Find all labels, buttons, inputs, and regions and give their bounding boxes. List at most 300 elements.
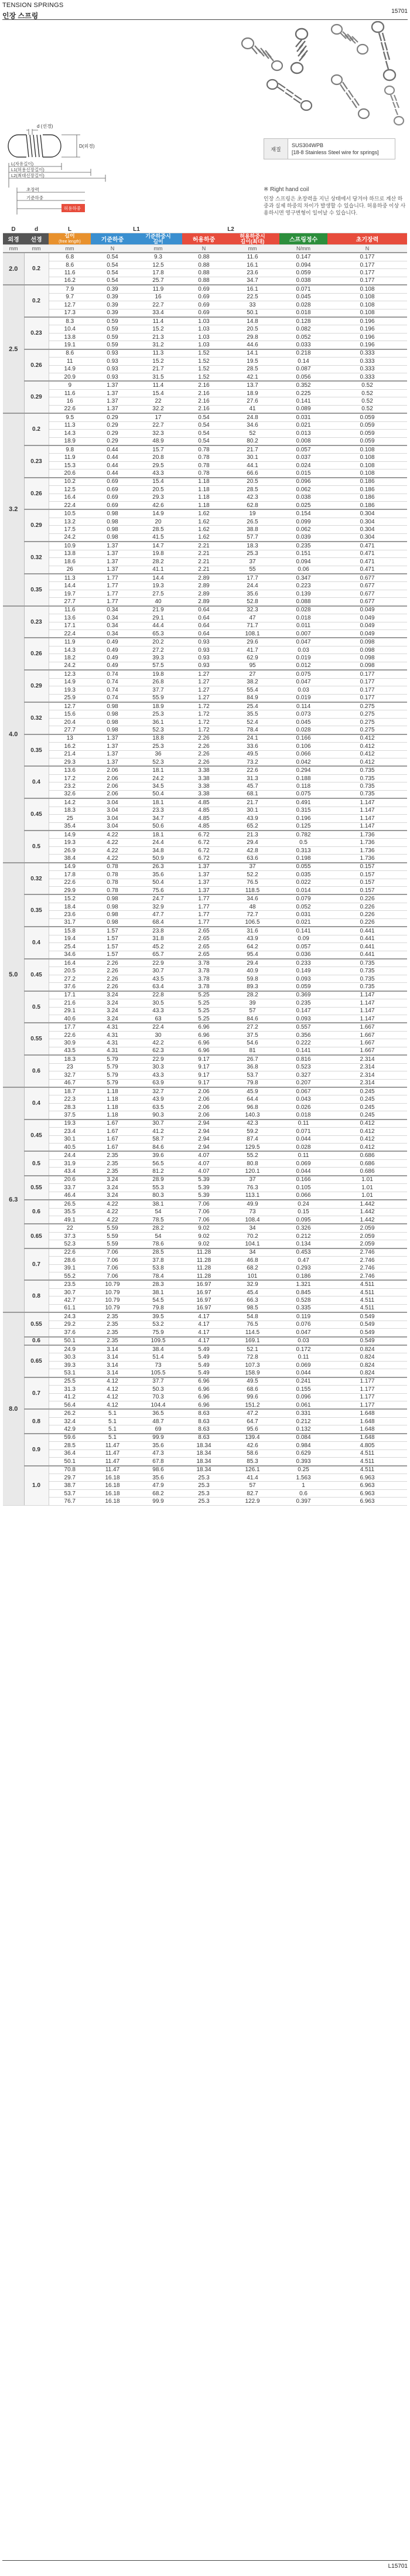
initial-tension-cell: 0.275 — [327, 702, 407, 710]
base-load-length-cell: 104.4 — [134, 1401, 182, 1410]
table-row — [3, 333, 407, 341]
base-load-cell: 4.22 — [91, 1200, 134, 1208]
wire-diameter-cell: 0.6 — [24, 1200, 49, 1224]
initial-tension-cell: 0.049 — [327, 606, 407, 614]
allow-load-cell: 4.07 — [182, 1168, 226, 1176]
spring-rate-cell: 0.326 — [279, 1224, 327, 1232]
base-load-length-cell: 63.4 — [134, 983, 182, 991]
free-length-cell: 13.8 — [49, 550, 91, 557]
wire-diameter-cell: 0.2 — [24, 413, 49, 445]
allow-load-cell: 25.3 — [182, 1482, 226, 1489]
base-load-length-cell: 50.4 — [134, 790, 182, 798]
table-row — [3, 1248, 407, 1257]
allow-load-length-cell: 81 — [226, 1047, 279, 1055]
free-length-cell: 19.7 — [49, 590, 91, 597]
spring-rate-cell: 0.172 — [279, 1345, 327, 1353]
allow-load-cell: 6.72 — [182, 846, 226, 854]
allow-load-cell: 0.88 — [182, 253, 226, 261]
initial-tension-cell: 6.963 — [327, 1489, 407, 1497]
allow-load-cell: 1.77 — [182, 918, 226, 927]
initial-tension-cell: 0.177 — [327, 269, 407, 277]
table-row — [3, 533, 407, 542]
base-load-length-cell: 44.4 — [134, 622, 182, 629]
free-length-cell: 14.9 — [49, 863, 91, 871]
base-load-length-cell: 52.3 — [134, 758, 182, 767]
base-load-length-cell: 14.4 — [134, 574, 182, 582]
base-load-length-cell: 14.7 — [134, 542, 182, 550]
allow-load-length-cell: 37 — [226, 558, 279, 566]
initial-tension-cell: 0.412 — [327, 1119, 407, 1128]
initial-tension-cell: 0.186 — [327, 486, 407, 494]
wire-diameter-cell: 0.4 — [24, 927, 49, 959]
table-row — [3, 918, 407, 927]
allow-load-length-cell: 22.5 — [226, 293, 279, 301]
outer-diameter-cell: 8.0 — [3, 1312, 24, 1505]
initial-tension-cell: 1.667 — [327, 1031, 407, 1039]
free-length-cell: 52.3 — [49, 1240, 91, 1248]
base-load-cell: 0.39 — [91, 293, 134, 301]
table-row — [3, 373, 407, 382]
initial-tension-cell: 6.963 — [327, 1482, 407, 1489]
initial-tension-cell: 0.226 — [327, 911, 407, 918]
table-row — [3, 839, 407, 846]
initial-tension-cell: 0.226 — [327, 903, 407, 910]
allow-load-cell: 6.72 — [182, 855, 226, 863]
allow-load-length-cell: 95.6 — [226, 1425, 279, 1434]
initial-tension-cell: 0.412 — [327, 758, 407, 767]
base-load-length-cell: 11.4 — [134, 317, 182, 325]
allow-load-length-cell: 64.7 — [226, 1417, 279, 1425]
allow-load-length-cell: 13.7 — [226, 381, 279, 389]
base-load-cell: 1.67 — [91, 1135, 134, 1143]
base-load-cell: 0.44 — [91, 461, 134, 469]
unit-allow-load: N — [182, 245, 226, 253]
free-length-cell: 16 — [49, 397, 91, 405]
table-row — [3, 413, 407, 421]
initial-tension-cell: 0.471 — [327, 558, 407, 566]
allow-load-cell: 8.63 — [182, 1409, 226, 1417]
allow-load-cell: 6.96 — [182, 1039, 226, 1047]
free-length-cell: 9.8 — [49, 445, 91, 454]
free-length-cell: 18.4 — [49, 903, 91, 910]
base-load-cell: 4.12 — [91, 1386, 134, 1393]
wire-diameter-cell: 0.8 — [24, 1409, 49, 1433]
table-row — [3, 1288, 407, 1296]
allow-load-cell: 5.49 — [182, 1369, 226, 1377]
spring-rate-cell: 0.061 — [279, 1401, 327, 1410]
initial-tension-cell: 4.511 — [327, 1458, 407, 1466]
spring-rate-cell: 0.036 — [279, 951, 327, 959]
allow-load-cell: 4.85 — [182, 798, 226, 807]
spring-rate-cell: 0.069 — [279, 1361, 327, 1369]
initial-tension-cell: 0.471 — [327, 566, 407, 574]
initial-tension-cell: 0.059 — [327, 437, 407, 445]
free-length-cell: 14.4 — [49, 582, 91, 590]
free-length-cell: 9.5 — [49, 413, 91, 421]
initial-tension-cell: 1.01 — [327, 1184, 407, 1192]
free-length-cell: 13.6 — [49, 614, 91, 622]
table-row — [3, 445, 407, 454]
table-row — [3, 991, 407, 999]
free-length-cell: 11 — [49, 358, 91, 365]
spring-rate-cell: 0.523 — [279, 1063, 327, 1071]
spring-rate-cell: 0.076 — [279, 1321, 327, 1328]
free-length-cell: 32.4 — [49, 1417, 91, 1425]
spring-rate-cell: 0.03 — [279, 686, 327, 694]
initial-tension-cell: 1.177 — [327, 1386, 407, 1393]
allow-load-cell: 0.64 — [182, 622, 226, 629]
spring-rate-cell: 0.782 — [279, 831, 327, 839]
table-row — [3, 911, 407, 918]
table-row — [3, 558, 407, 566]
free-length-cell: 22.4 — [49, 502, 91, 510]
free-length-cell: 49.1 — [49, 1216, 91, 1224]
base-load-cell: 0.98 — [91, 533, 134, 542]
base-load-length-cell: 17.8 — [134, 269, 182, 277]
initial-tension-cell: 0.049 — [327, 622, 407, 629]
initial-tension-cell: 4.511 — [327, 1280, 407, 1288]
allow-load-length-cell: 62.8 — [226, 502, 279, 510]
initial-tension-cell: 2.314 — [327, 1071, 407, 1079]
initial-tension-cell: 2.746 — [327, 1264, 407, 1272]
initial-tension-cell: 0.735 — [327, 790, 407, 798]
base-load-cell: 1.37 — [91, 405, 134, 413]
base-load-length-cell: 99.9 — [134, 1434, 182, 1442]
base-load-cell: 3.24 — [91, 1007, 134, 1015]
initial-tension-cell: 0.824 — [327, 1361, 407, 1369]
free-length-cell: 24.4 — [49, 1151, 91, 1159]
allow-load-length-cell: 68.1 — [226, 790, 279, 798]
allow-load-length-cell: 80.8 — [226, 1159, 279, 1167]
catalog-code: 15701 — [391, 8, 408, 15]
initial-tension-cell: 1.667 — [327, 1023, 407, 1031]
wire-diameter-cell: 0.55 — [24, 1176, 49, 1200]
allow-load-length-cell: 72.7 — [226, 911, 279, 918]
base-load-length-cell: 43.3 — [134, 469, 182, 478]
allow-load-length-cell: 25.4 — [226, 702, 279, 710]
spring-rate-cell: 0.055 — [279, 863, 327, 871]
base-load-length-cell: 55.9 — [134, 694, 182, 702]
base-load-length-cell: 14.9 — [134, 509, 182, 518]
free-length-cell: 21.4 — [49, 750, 91, 758]
initial-tension-cell: 0.108 — [327, 301, 407, 309]
table-row — [3, 325, 407, 333]
base-load-cell: 5.59 — [91, 1240, 134, 1248]
table-row — [3, 349, 407, 358]
base-load-length-cell: 41.2 — [134, 1128, 182, 1135]
base-load-cell: 2.35 — [91, 1151, 134, 1159]
d-dimension — [26, 129, 38, 135]
spring-rate-cell: 0.093 — [279, 975, 327, 982]
base-load-cell: 0.44 — [91, 454, 134, 461]
base-load-length-cell: 31.5 — [134, 373, 182, 382]
base-load-cell: 0.98 — [91, 894, 134, 903]
base-load-length-cell: 39.6 — [134, 1151, 182, 1159]
base-load-cell: 0.34 — [91, 606, 134, 614]
spring-rate-cell: 0.119 — [279, 1312, 327, 1321]
base-load-cell: 7.06 — [91, 1264, 134, 1272]
free-length-cell: 35.5 — [49, 1208, 91, 1216]
base-load-cell: 1.37 — [91, 389, 134, 397]
base-load-length-cell: 58.7 — [134, 1135, 182, 1143]
allow-load-length-cell: 18.3 — [226, 542, 279, 550]
legend-initial-tension: 초장력 — [26, 187, 39, 192]
wire-diameter-cell: 0.35 — [24, 734, 49, 767]
allow-load-length-cell: 85.3 — [226, 1458, 279, 1466]
spring-photo-7 — [385, 86, 404, 125]
table-row — [3, 999, 407, 1007]
base-load-length-cell: 45.2 — [134, 943, 182, 951]
spring-rate-cell: 0.134 — [279, 1240, 327, 1248]
base-load-cell: 0.44 — [91, 445, 134, 454]
base-load-cell: 4.22 — [91, 855, 134, 863]
spring-rate-cell: 0.816 — [279, 1055, 327, 1063]
title-ko: 인장 스프링 — [2, 12, 39, 20]
base-load-cell: 0.69 — [91, 486, 134, 494]
initial-tension-cell: 0.275 — [327, 718, 407, 726]
allow-load-length-cell: 158.9 — [226, 1369, 279, 1377]
table-row — [3, 1031, 407, 1039]
free-length-cell: 12.7 — [49, 702, 91, 710]
base-load-length-cell: 51.4 — [134, 1353, 182, 1361]
spring-rate-cell: 0.125 — [279, 822, 327, 831]
initial-tension-cell: 0.157 — [327, 887, 407, 895]
free-length-cell: 20.6 — [49, 1176, 91, 1184]
allow-load-length-cell: 95.4 — [226, 951, 279, 959]
table-row — [3, 590, 407, 597]
spring-rate-cell: 0.079 — [279, 894, 327, 903]
base-load-cell: 5.1 — [91, 1425, 134, 1434]
free-length-cell: 22 — [49, 1224, 91, 1232]
initial-tension-cell: 1.147 — [327, 1007, 407, 1015]
spring-rate-cell: 0.052 — [279, 903, 327, 910]
table-row — [3, 1200, 407, 1208]
initial-tension-cell: 6.963 — [327, 1498, 407, 1505]
initial-tension-cell: 0.304 — [327, 509, 407, 518]
allow-load-length-cell: 34.6 — [226, 894, 279, 903]
base-load-cell: 0.78 — [91, 887, 134, 895]
allow-load-length-cell: 107.3 — [226, 1361, 279, 1369]
col-allow-load-length-1: 허용하중시 — [240, 233, 265, 239]
allow-load-cell: 1.37 — [182, 863, 226, 871]
table-row — [3, 863, 407, 871]
base-load-cell: 0.49 — [91, 638, 134, 646]
spring-rate-cell: 0.24 — [279, 1200, 327, 1208]
usage-note: 인장 스프링은 초장력을 지닌 상태에서 당겨야 하므로 계산 하중과 실제 하중의 차이가 발생할 수 있습니다. 허용하중 이상 사용하시면 영구변형이 일어날 수 있습니다. — [264, 196, 406, 216]
allow-load-length-cell: 113.1 — [226, 1192, 279, 1200]
allow-load-length-cell: 47 — [226, 614, 279, 622]
table-row — [3, 1168, 407, 1176]
allow-load-length-cell: 35.6 — [226, 590, 279, 597]
base-load-cell: 4.22 — [91, 1208, 134, 1216]
base-load-cell: 3.24 — [91, 991, 134, 999]
wire-diameter-cell: 0.65 — [24, 1345, 49, 1377]
wire-diameter-cell: 0.32 — [24, 702, 49, 734]
base-load-cell: 4.31 — [91, 1023, 134, 1031]
table-row — [3, 461, 407, 469]
base-load-length-cell: 36.1 — [134, 718, 182, 726]
allow-load-length-cell: 49.5 — [226, 1377, 279, 1386]
allow-load-length-cell: 16.1 — [226, 261, 279, 268]
table-row — [3, 943, 407, 951]
allow-load-cell: 1.77 — [182, 911, 226, 918]
base-load-cell: 3.14 — [91, 1353, 134, 1361]
free-length-cell: 10.2 — [49, 478, 91, 486]
free-length-cell: 12.3 — [49, 670, 91, 678]
table-row — [3, 871, 407, 879]
spring-rate-cell: 0.352 — [279, 381, 327, 389]
allow-load-length-cell: 18.9 — [226, 389, 279, 397]
base-load-cell: 3.04 — [91, 815, 134, 822]
allow-load-length-cell: 17.7 — [226, 574, 279, 582]
base-load-cell: 0.49 — [91, 654, 134, 662]
allow-load-length-cell: 87.4 — [226, 1135, 279, 1143]
initial-tension-cell: 1.667 — [327, 1047, 407, 1055]
col-outer-diameter: 외경 — [3, 233, 24, 245]
base-load-length-cell: 30 — [134, 1031, 182, 1039]
base-load-length-cell: 20.2 — [134, 638, 182, 646]
base-load-cell: 0.39 — [91, 285, 134, 293]
allow-load-length-cell: 29.4 — [226, 839, 279, 846]
spring-rate-cell: 0.132 — [279, 1425, 327, 1434]
allow-load-cell: 2.94 — [182, 1144, 226, 1152]
col-base-load: 기준하중 — [91, 233, 134, 245]
initial-tension-cell: 0.157 — [327, 879, 407, 886]
table-row — [3, 1434, 407, 1442]
allow-load-cell: 2.89 — [182, 574, 226, 582]
table-row — [3, 478, 407, 486]
base-load-length-cell: 75.6 — [134, 887, 182, 895]
wire-diameter-cell: 0.2 — [24, 285, 49, 317]
free-length-cell: 16.2 — [49, 743, 91, 750]
free-length-cell: 19.1 — [49, 341, 91, 349]
base-load-cell: 0.78 — [91, 871, 134, 879]
allow-load-cell: 2.06 — [182, 1103, 226, 1111]
base-load-cell: 16.18 — [91, 1489, 134, 1497]
base-load-length-cell: 57.5 — [134, 662, 182, 670]
base-load-length-cell: 23.8 — [134, 927, 182, 935]
spring-rate-cell: 0.038 — [279, 277, 327, 285]
base-load-length-cell: 31.8 — [134, 935, 182, 942]
allow-load-cell: 16.97 — [182, 1288, 226, 1296]
allow-load-cell: 2.16 — [182, 389, 226, 397]
spring-rate-cell: 0.071 — [279, 285, 327, 293]
table-row — [3, 846, 407, 854]
allow-load-cell: 6.96 — [182, 1401, 226, 1410]
base-load-cell: 11.47 — [91, 1449, 134, 1457]
allow-load-cell: 0.93 — [182, 654, 226, 662]
base-load-length-cell: 38.4 — [134, 1345, 182, 1353]
table-row — [3, 1184, 407, 1192]
initial-tension-cell: 0.186 — [327, 494, 407, 501]
allow-load-cell: 1.18 — [182, 478, 226, 486]
free-length-cell: 18.6 — [49, 558, 91, 566]
allow-load-cell: 4.85 — [182, 807, 226, 814]
base-load-cell: 10.79 — [91, 1288, 134, 1296]
allow-load-cell: 5.25 — [182, 1007, 226, 1015]
base-load-length-cell: 18.1 — [134, 831, 182, 839]
allow-load-cell: 9.02 — [182, 1232, 226, 1240]
free-length-cell: 23.6 — [49, 911, 91, 918]
spring-photo-2 — [291, 29, 308, 73]
base-load-length-cell: 41.1 — [134, 566, 182, 574]
spring-rate-cell: 0.491 — [279, 798, 327, 807]
base-load-length-cell: 30.5 — [134, 999, 182, 1007]
allow-load-length-cell: 23.6 — [226, 269, 279, 277]
allow-load-cell: 5.39 — [182, 1192, 226, 1200]
allow-load-length-cell: 54.8 — [226, 1312, 279, 1321]
base-load-cell: 11.47 — [91, 1466, 134, 1474]
header-row-units — [3, 245, 407, 253]
spring-rate-cell: 0.045 — [279, 718, 327, 726]
allow-load-cell: 2.16 — [182, 405, 226, 413]
base-load-cell: 1.57 — [91, 935, 134, 942]
base-load-length-cell: 84.6 — [134, 1144, 182, 1152]
table-row — [3, 1063, 407, 1071]
base-load-length-cell: 53.8 — [134, 1264, 182, 1272]
base-load-cell: 2.35 — [91, 1159, 134, 1167]
spring-rate-cell: 0.062 — [279, 486, 327, 494]
base-load-length-cell: 43.9 — [134, 1095, 182, 1103]
spring-rate-cell: 0.019 — [279, 694, 327, 702]
allow-load-length-cell: 27.2 — [226, 1023, 279, 1031]
base-load-cell: 5.59 — [91, 1224, 134, 1232]
base-load-length-cell: 15.7 — [134, 445, 182, 454]
initial-tension-cell: 2.746 — [327, 1272, 407, 1281]
base-load-length-cell: 25.3 — [134, 743, 182, 750]
initial-tension-cell: 1.648 — [327, 1409, 407, 1417]
spring-rate-cell: 0.095 — [279, 1216, 327, 1224]
table-row — [3, 758, 407, 767]
free-length-cell: 16.4 — [49, 959, 91, 967]
spring-rate-cell: 0.11 — [279, 1353, 327, 1361]
spring-rate-cell: 0.141 — [279, 397, 327, 405]
free-length-cell: 42.9 — [49, 1425, 91, 1434]
base-load-length-cell: 50.4 — [134, 879, 182, 886]
allow-load-length-cell: 64.4 — [226, 1095, 279, 1103]
spring-rate-cell: 0.235 — [279, 542, 327, 550]
allow-load-cell: 0.54 — [182, 413, 226, 421]
base-load-cell: 0.49 — [91, 662, 134, 670]
initial-tension-cell: 0.735 — [327, 975, 407, 982]
base-load-cell: 0.34 — [91, 630, 134, 638]
table-row — [3, 1071, 407, 1079]
free-length-cell: 20.9 — [49, 373, 91, 382]
spring-rate-cell: 0.293 — [279, 1264, 327, 1272]
table-row — [3, 1466, 407, 1474]
spring-rate-cell: 0.09 — [279, 935, 327, 942]
spring-rate-cell: 0.5 — [279, 839, 327, 846]
free-length-cell: 36.4 — [49, 1449, 91, 1457]
initial-tension-cell: 0.108 — [327, 445, 407, 454]
spring-rate-cell: 0.128 — [279, 317, 327, 325]
base-load-cell: 0.69 — [91, 494, 134, 501]
base-load-cell: 3.24 — [91, 999, 134, 1007]
base-load-length-cell: 20 — [134, 518, 182, 525]
initial-tension-cell: 0.098 — [327, 646, 407, 654]
allow-load-cell: 5.49 — [182, 1345, 226, 1353]
allow-load-length-cell: 33.6 — [226, 743, 279, 750]
initial-tension-cell: 0.186 — [327, 478, 407, 486]
free-length-cell: 25 — [49, 815, 91, 822]
wire-diameter-cell: 0.26 — [24, 638, 49, 670]
spring-rate-cell: 0.059 — [279, 269, 327, 277]
free-length-cell: 30.7 — [49, 1288, 91, 1296]
allow-load-length-cell: 33 — [226, 301, 279, 309]
spring-rate-cell: 0.042 — [279, 758, 327, 767]
spring-rate-cell: 0.099 — [279, 518, 327, 525]
free-length-cell: 10.4 — [49, 325, 91, 333]
